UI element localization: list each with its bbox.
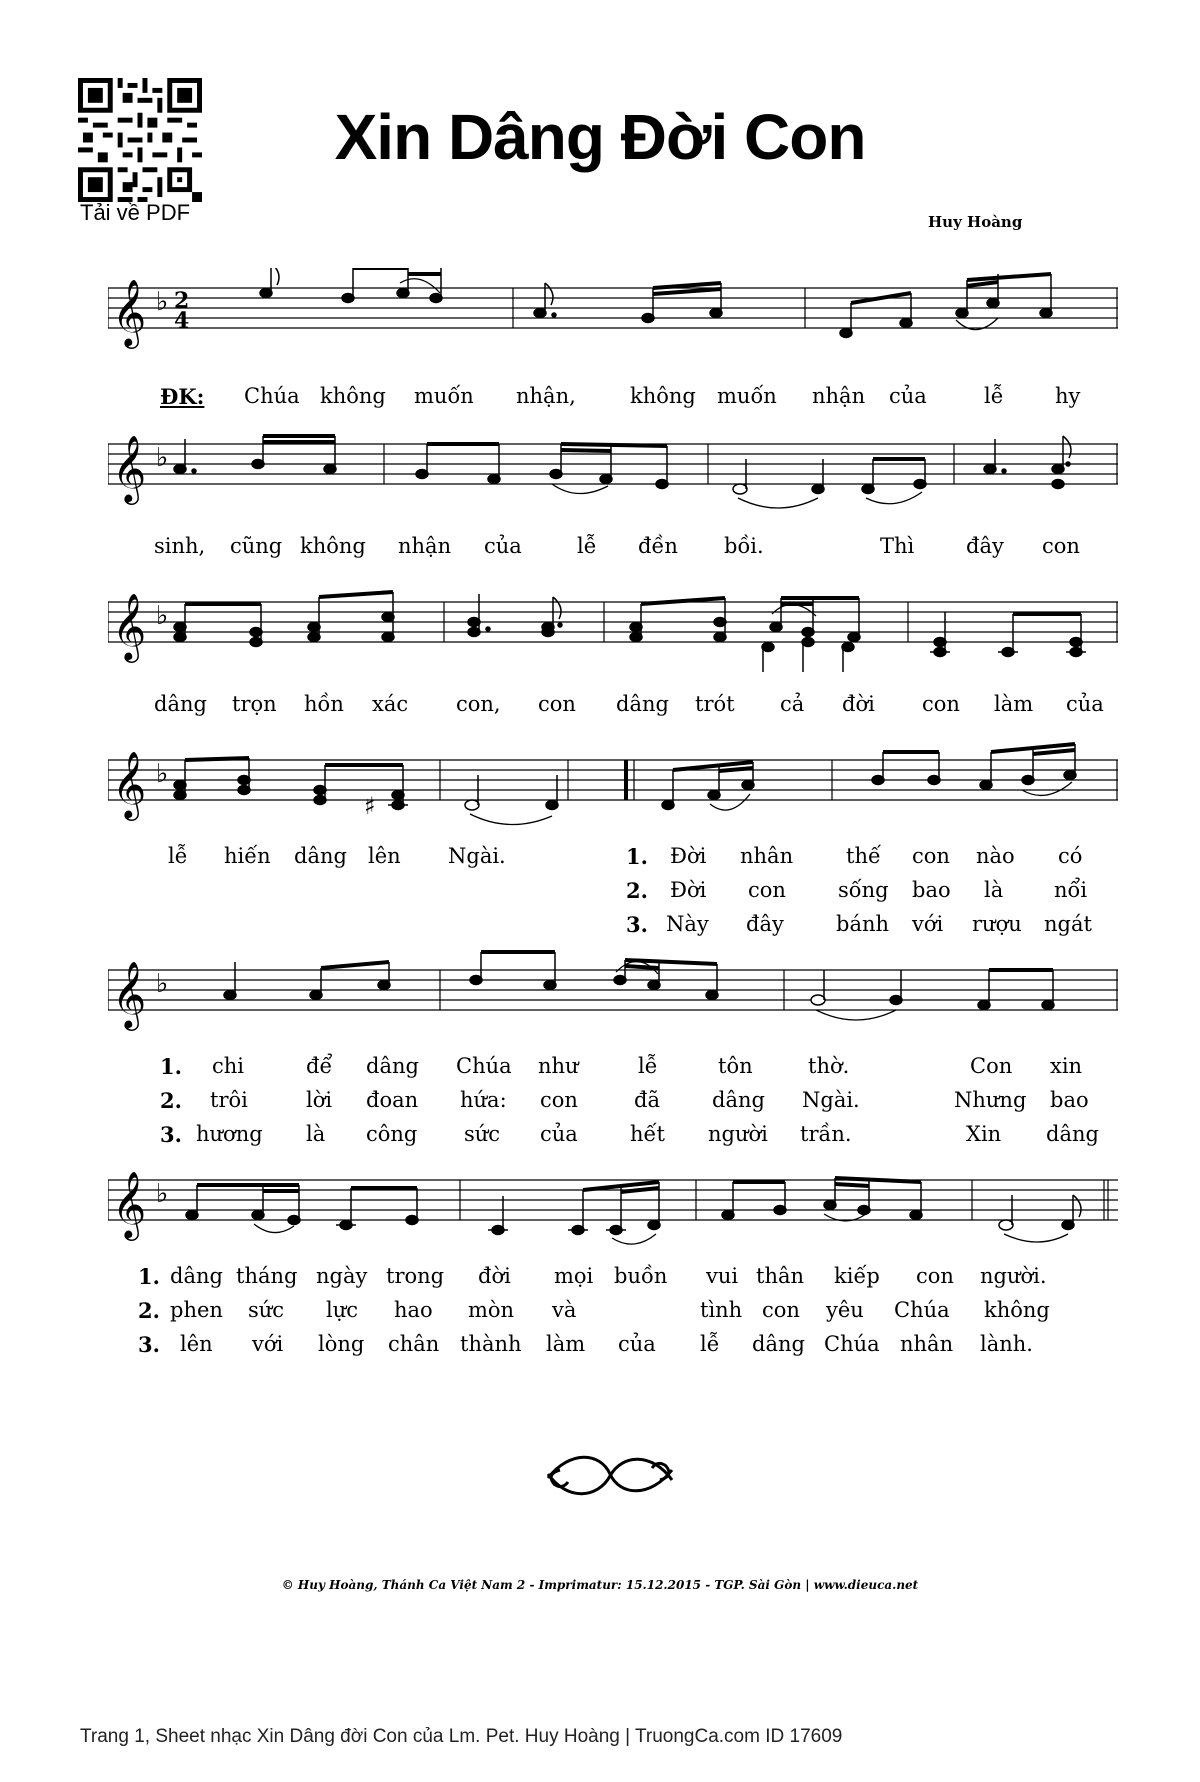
lyric-word: lễ [638,1054,658,1078]
lyric-word: dâng [752,1332,805,1356]
lyric-word: không [630,384,696,408]
lyric-word: lễ [700,1332,720,1356]
lyric-word: với [252,1332,284,1356]
lyric-word: người [708,1122,768,1146]
lyric-word: lòng [318,1332,365,1356]
lyric-word: làm [994,692,1034,716]
lyric-word: phen [170,1298,223,1322]
lyric-word: hứa: [460,1088,507,1112]
download-pdf-link[interactable]: Tải về PDF [80,200,191,225]
lyric-word: của [540,1122,578,1146]
lyric-word: trong [386,1264,445,1288]
treble-clef-icon: 𝄞 [112,592,147,660]
lyric-word: trôi [210,1088,248,1112]
lyric-word: con [538,692,576,716]
lyric-word: Nhưng [954,1088,1027,1112]
lyric-word: làm [546,1332,586,1356]
lyric-word: cũng [230,534,283,558]
lyric-word: là [306,1122,326,1146]
lyric-word: không [984,1298,1050,1322]
lyric-word: muốn [717,384,777,408]
lyric-word: mọi [554,1264,594,1288]
lyric-word: nhận [398,534,452,558]
lyric-word: nổi [1054,878,1088,902]
lyric-word: người. [980,1264,1047,1288]
lyric-word: nhân [740,844,794,868]
lyric-word: Ngài. [802,1088,860,1112]
lyric-word: cả [780,692,805,716]
lyric-word: dâng [294,844,347,868]
lyric-word: xác [372,692,409,716]
lyric-word: bao [1050,1088,1089,1112]
copyright-footer: © Huy Hoàng, Thánh Ca Việt Nam 2 - Imprimatur: 15.12.2015 - TGP. Sài Gòn | www.dieuca.net [281,1578,919,1592]
sharp-sign-icon: ♯ [364,792,376,820]
lyric-word: sống [838,878,889,902]
lyric-word: Đời [670,844,707,868]
lyric-word: tôn [718,1054,753,1078]
lyric-word: đã [634,1088,660,1112]
lyric-word: có [1058,844,1083,868]
lyric-word: dâng [154,692,207,716]
lyric-word: đây [746,912,784,936]
flat-sign-icon: ♭ [156,1179,169,1209]
flat-sign-icon: ♭ [156,443,169,473]
music-staff-6 [108,1160,1118,1250]
lyric-word: Đời [670,878,707,902]
lyric-word: nhận, [516,384,576,408]
lyric-word: tình [700,1298,743,1322]
svg-text:2: 2 [174,288,190,314]
lyric-word: mòn [468,1298,515,1322]
music-staff-3 [108,582,1118,672]
lyric-word: Chúa [824,1332,880,1356]
lyric-word: đời [478,1264,511,1288]
lyric-word: ngày [316,1264,368,1288]
lyric-word: dâng [170,1264,223,1288]
lyric-word: thế [846,844,881,868]
svg-text:4: 4 [174,308,190,334]
verse-number: 1. [626,844,648,869]
lyric-word: con [540,1088,578,1112]
lyric-word: thờ. [808,1054,850,1078]
verse-number: 1. [160,1054,182,1079]
verse-number: 2. [160,1088,182,1113]
lyric-word: trần. [800,1122,852,1146]
lyric-word: con, [456,692,501,716]
lyric-word: buồn [614,1264,668,1288]
lyric-word: Thì [880,534,915,558]
verse-number: 3. [626,912,648,937]
lyric-word: Con [970,1054,1013,1078]
lyric-word: với [912,912,944,936]
lyric-word: hương [196,1122,263,1146]
lyric-word: sinh, [154,534,206,558]
lyric-word: con [1042,534,1080,558]
verse-number: 3. [160,1122,182,1147]
music-staff-1 [108,268,1118,358]
lyric-word: đời [842,692,875,716]
lyric-word: lực [326,1298,359,1322]
song-title: Xin Dâng Đời Con [334,101,866,173]
lyric-word: xin [1050,1054,1083,1078]
lyric-word: muốn [414,384,474,408]
lyric-word: thành [460,1332,522,1356]
lyric-word: công [366,1122,418,1146]
treble-clef-icon: 𝄞 [112,1170,147,1238]
lyric-word: và [552,1298,577,1322]
flat-sign-icon: ♭ [156,601,169,631]
music-staff-2 [108,424,1118,514]
lyric-word: hiến [224,844,271,868]
lyric-word: Này [666,912,709,936]
lyric-word: nào [976,844,1015,868]
lyric-word: trót [695,692,735,716]
flat-sign-icon: ♭ [156,969,169,999]
lyric-chorus-label: ĐK: [160,384,205,409]
flourish-ornament-icon [540,1440,680,1510]
lyric-word: lễ [984,384,1004,408]
lyric-word: dâng [366,1054,419,1078]
flat-sign-icon: ♭ [156,287,169,317]
lyric-word: ngát [1044,912,1092,936]
lyric-word: lên [180,1332,213,1356]
verse-number: 2. [626,878,648,903]
lyric-word: hy [1055,384,1081,408]
lyric-word: trọn [232,692,277,716]
lyric-word: con [912,844,950,868]
lyric-word: không [300,534,366,558]
lyric-word: con [762,1298,800,1322]
lyric-word: sức [464,1122,501,1146]
lyric-word: không [320,384,386,408]
lyric-word: Xin [966,1122,1002,1146]
lyric-word: đền [638,534,678,558]
lyric-word: của [889,384,927,408]
lyric-word: bao [912,878,951,902]
verse-number: 2. [138,1298,160,1323]
lyric-word: hồn [304,692,344,716]
lyric-word: bồi. [724,534,764,558]
lyric-word: hết [630,1122,665,1146]
lyric-word: dâng [712,1088,765,1112]
lyric-word: lời [306,1088,333,1112]
lyric-word: Chúa [894,1298,950,1322]
lyric-word: của [484,534,522,558]
lyric-word: lễ [168,844,188,868]
lyric-word: yêu [826,1298,864,1322]
lyric-word: sức [248,1298,285,1322]
lyric-word: lễ [577,534,597,558]
lyric-word: dâng [616,692,669,716]
lyric-word: rượu [972,912,1022,936]
lyric-word: vui [706,1264,739,1288]
lyric-word: của [1066,692,1104,716]
lyric-word: Ngài. [448,844,506,868]
lyric-word: hao [394,1298,433,1322]
lyric-word: đoan [366,1088,419,1112]
lyric-word: kiếp [834,1264,880,1288]
lyric-word: con [748,878,786,902]
music-staff-4 [108,740,1118,830]
lyric-word: nhận [812,384,866,408]
lyric-word: để [306,1054,333,1078]
verse-number: 3. [138,1332,160,1357]
lyric-word: như [538,1054,579,1078]
lyric-word: chân [388,1332,440,1356]
music-staff-5 [108,950,1118,1040]
lyric-word: Chúa [456,1054,512,1078]
lyric-word: Chúa [244,384,300,408]
treble-clef-icon: 𝄞 [112,434,147,502]
lyric-word: chi [212,1054,245,1078]
lyric-word: nhân [900,1332,954,1356]
treble-clef-icon: 𝄞 [112,960,147,1028]
lyric-word: lên [368,844,401,868]
flat-sign-icon: ♭ [156,759,169,789]
lyric-word: con [922,692,960,716]
lyric-word: là [984,878,1004,902]
treble-clef-icon: 𝄞 [112,278,147,346]
page-caption: Trang 1, Sheet nhạc Xin Dâng đời Con của Lm. Pet. Huy Hoàng | TruongCa.com ID 17609 [80,1726,843,1747]
lyric-word: đây [966,534,1004,558]
lyric-word: thân [756,1264,805,1288]
lyric-word: con [916,1264,954,1288]
composer-name: Huy Hoàng [928,213,1023,231]
verse-number: 1. [138,1264,160,1289]
lyric-word: tháng [236,1264,298,1288]
lyric-word: bánh [836,912,890,936]
treble-clef-icon: 𝄞 [112,750,147,818]
lyric-word: lành. [980,1332,1033,1356]
lyric-word: dâng [1046,1122,1099,1146]
lyric-word: của [618,1332,656,1356]
